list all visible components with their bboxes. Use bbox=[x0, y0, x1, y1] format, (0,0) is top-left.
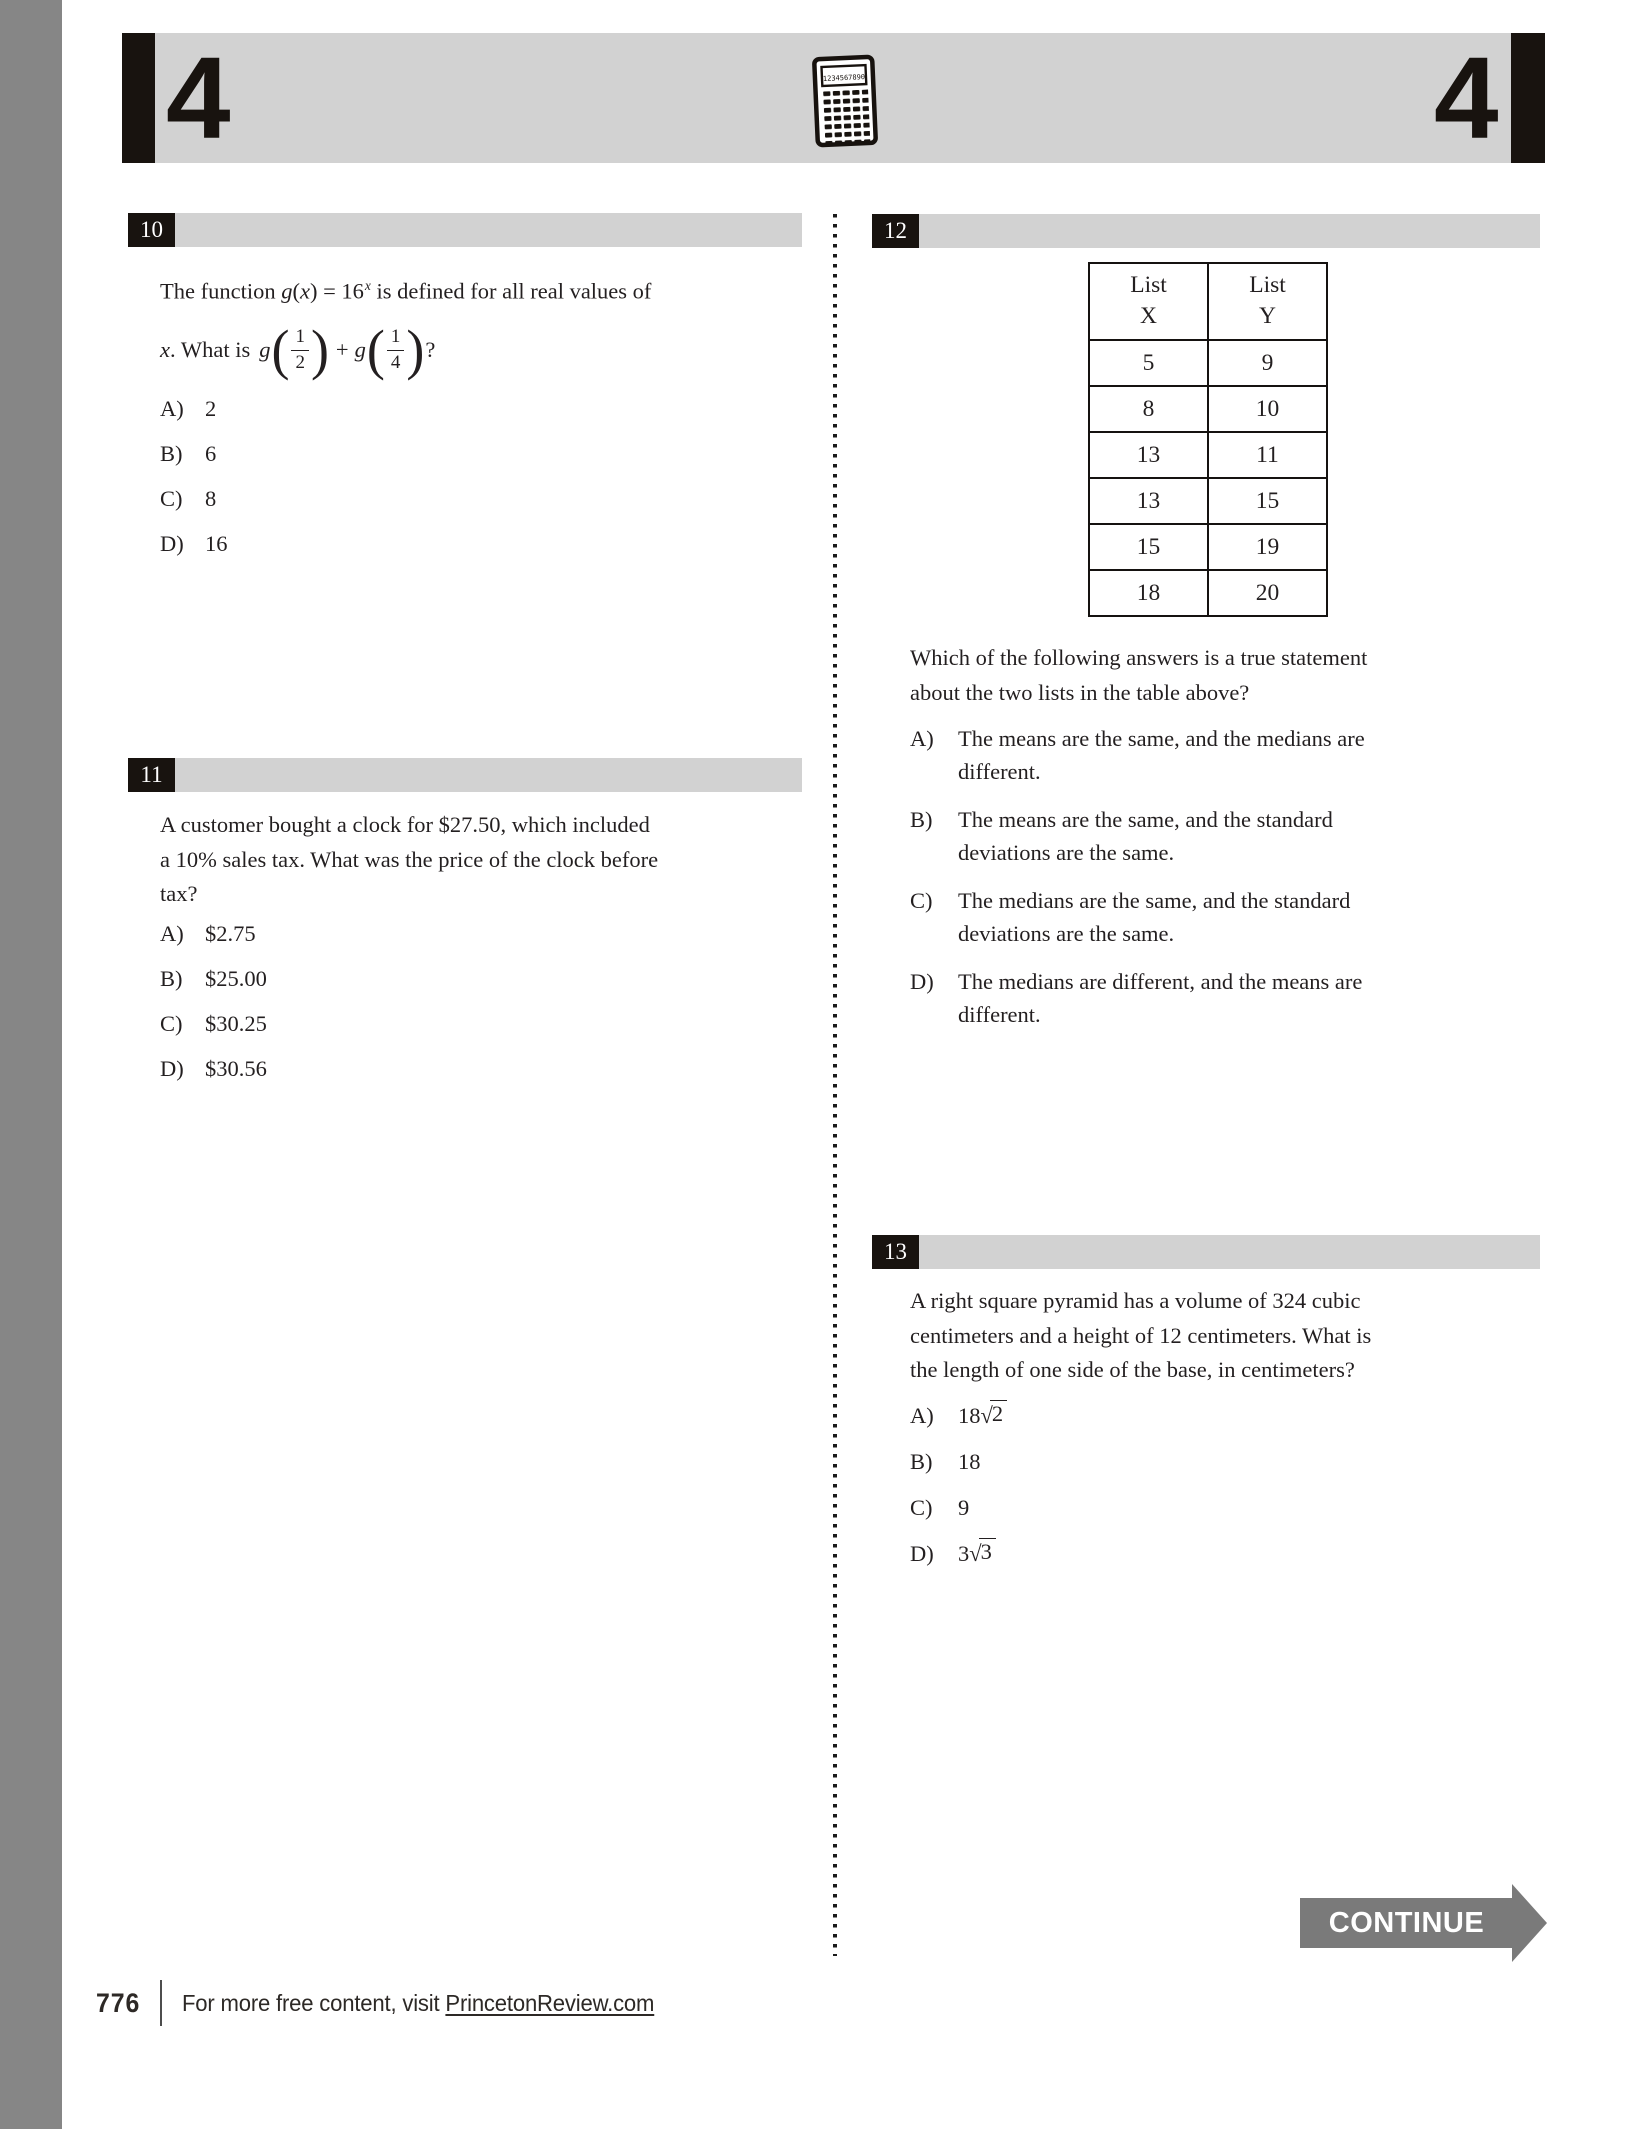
table-cell: 5 bbox=[1089, 340, 1208, 386]
question-12-header bbox=[872, 214, 1540, 248]
choice-text: $25.00 bbox=[205, 965, 267, 991]
choice-label: A) bbox=[910, 726, 934, 751]
stem-line bbox=[160, 269, 802, 309]
choice-text: 16 bbox=[205, 531, 228, 556]
list-table bbox=[1088, 262, 1328, 617]
question-10 bbox=[128, 213, 802, 575]
table-cell: 13 bbox=[1089, 432, 1208, 478]
answer-choice-c bbox=[160, 1010, 802, 1037]
plus-sign: + bbox=[335, 337, 349, 362]
question-header-bar bbox=[919, 214, 1540, 248]
question-stem bbox=[910, 1284, 1540, 1388]
stem-segment: ( bbox=[292, 278, 300, 304]
choice-text bbox=[958, 803, 1333, 869]
choice-label: B) bbox=[910, 807, 933, 832]
choice-label: A) bbox=[160, 920, 184, 946]
sqrt-sign: √ bbox=[980, 1402, 993, 1428]
question-stem bbox=[160, 269, 802, 387]
choice-text bbox=[958, 884, 1350, 950]
section-number-left: 4 bbox=[166, 33, 228, 163]
table-cell: 15 bbox=[1208, 478, 1327, 524]
fraction-numerator: 1 bbox=[387, 326, 405, 351]
stem-line: about the two lists in the table above? bbox=[910, 679, 1250, 705]
table-header-line: List bbox=[1249, 272, 1286, 298]
fraction-numerator: 1 bbox=[291, 326, 309, 351]
answer-choice-d bbox=[910, 1540, 1540, 1567]
stem-line: Which of the following answers is a true statement bbox=[910, 645, 1368, 670]
calculator-keypad bbox=[823, 89, 870, 143]
stem-line: a 10% sales tax. What was the price of the clock before bbox=[160, 846, 659, 872]
radical-coefficient: 3 bbox=[958, 1540, 970, 1566]
choice-text: 9 bbox=[958, 1494, 970, 1520]
open-paren: ( bbox=[366, 319, 385, 381]
table-row bbox=[1089, 432, 1327, 478]
answer-choice-c bbox=[160, 485, 802, 512]
choice-label: B) bbox=[160, 441, 183, 466]
stem-math-line bbox=[160, 313, 802, 387]
function-name: g bbox=[354, 337, 366, 362]
calculator-icon bbox=[811, 54, 879, 149]
choice-text: 18 bbox=[958, 1448, 981, 1474]
table-row bbox=[1089, 570, 1327, 616]
choice-label: C) bbox=[160, 1010, 183, 1036]
table-row bbox=[1089, 478, 1327, 524]
table-cell: 10 bbox=[1208, 386, 1327, 432]
table-header-line: List bbox=[1130, 272, 1167, 298]
answer-choice-b bbox=[910, 1448, 1540, 1475]
answer-choice-a bbox=[910, 722, 1540, 788]
continue-arrow-icon bbox=[1512, 1884, 1547, 1962]
stem-line: the length of one side of the base, in centimeters? bbox=[910, 1357, 1355, 1382]
stem-segment: The function bbox=[160, 278, 282, 304]
question-header-bar bbox=[175, 213, 802, 247]
header-left-black-bar bbox=[122, 33, 155, 163]
question-mark: ? bbox=[425, 337, 436, 362]
radicand: 3 bbox=[979, 1538, 996, 1565]
page-footer bbox=[96, 1975, 684, 2031]
stem-line: A customer bought a clock for $27.50, which included bbox=[160, 812, 650, 837]
choice-label: D) bbox=[160, 1055, 184, 1081]
function-name: g bbox=[281, 278, 293, 304]
choice-text: 8 bbox=[205, 486, 217, 511]
choice-text-line: The medians are different, and the means are bbox=[958, 969, 1363, 994]
stem-line: centimeters and a height of 12 centimeters. What is bbox=[910, 1322, 1372, 1348]
table-cell: 8 bbox=[1089, 386, 1208, 432]
table-header-cell bbox=[1208, 263, 1327, 340]
question-number-badge: 10 bbox=[128, 213, 175, 247]
choice-text: 6 bbox=[205, 441, 217, 466]
header-right-black-bar bbox=[1511, 33, 1545, 163]
question-11-header bbox=[128, 758, 802, 792]
choice-label: A) bbox=[160, 396, 184, 421]
question-number-badge: 12 bbox=[872, 214, 919, 248]
calculator-screen-digits: 1234567890 bbox=[822, 73, 866, 83]
choice-label: A) bbox=[910, 1402, 934, 1428]
footer-divider bbox=[160, 1980, 162, 2026]
choice-text-line: The medians are the same, and the standard bbox=[958, 888, 1351, 913]
choice-label: B) bbox=[910, 1448, 933, 1474]
answer-choice-d bbox=[910, 965, 1540, 1031]
stem-line: tax? bbox=[160, 881, 198, 906]
question-11 bbox=[128, 758, 802, 1100]
question-12 bbox=[872, 214, 1540, 1046]
choice-text: $2.75 bbox=[205, 920, 256, 946]
choice-text-line: deviations are the same. bbox=[958, 921, 1175, 946]
choice-text bbox=[958, 1540, 996, 1567]
open-paren: ( bbox=[271, 319, 290, 381]
table-row bbox=[1089, 386, 1327, 432]
close-paren: ) bbox=[310, 319, 329, 381]
choice-text bbox=[958, 722, 1365, 788]
choice-label: D) bbox=[910, 969, 934, 994]
section-number-right: 4 bbox=[1434, 33, 1496, 163]
answer-choices bbox=[910, 1402, 1540, 1567]
choice-text-line: The means are the same, and the standard bbox=[958, 807, 1333, 832]
answer-choice-c bbox=[910, 1494, 1540, 1521]
radical-coefficient: 18 bbox=[958, 1402, 981, 1428]
choice-text bbox=[958, 965, 1362, 1031]
choice-text bbox=[958, 1402, 1007, 1429]
question-13-header bbox=[872, 1235, 1540, 1269]
fraction bbox=[291, 326, 309, 375]
table-cell: 19 bbox=[1208, 524, 1327, 570]
fraction bbox=[387, 326, 405, 375]
stem-segment: ) = 16 bbox=[309, 278, 364, 304]
answer-choice-c bbox=[910, 884, 1540, 950]
choice-text: $30.56 bbox=[205, 1055, 267, 1081]
table-cell: 20 bbox=[1208, 570, 1327, 616]
choice-label: C) bbox=[160, 486, 183, 511]
function-name: g bbox=[259, 337, 271, 362]
choice-text-line: different. bbox=[958, 759, 1041, 784]
close-paren: ) bbox=[406, 319, 425, 381]
answer-choice-b bbox=[910, 803, 1540, 869]
answer-choice-a bbox=[160, 395, 802, 422]
answer-choices bbox=[160, 920, 802, 1082]
choice-text-line: The means are the same, and the medians are bbox=[958, 726, 1365, 751]
answer-choice-b bbox=[160, 965, 802, 992]
variable-x: x bbox=[299, 278, 310, 304]
column-divider-dotted-line bbox=[833, 214, 837, 1956]
variable-x: x bbox=[160, 337, 170, 362]
question-number-badge: 11 bbox=[128, 758, 175, 792]
table-cell: 18 bbox=[1089, 570, 1208, 616]
stem-line: A right square pyramid has a volume of 324 cubic bbox=[910, 1288, 1361, 1313]
table-header-cell bbox=[1089, 263, 1208, 340]
table-cell: 15 bbox=[1089, 524, 1208, 570]
answer-choice-a bbox=[160, 920, 802, 947]
table-cell: 13 bbox=[1089, 478, 1208, 524]
answer-choice-b bbox=[160, 440, 802, 467]
page-number: 776 bbox=[96, 1987, 141, 2018]
choice-label: D) bbox=[910, 1540, 934, 1566]
choice-text: 2 bbox=[205, 396, 217, 421]
choice-text: $30.25 bbox=[205, 1010, 267, 1036]
question-stem bbox=[910, 641, 1540, 710]
choice-text-line: deviations are the same. bbox=[958, 840, 1175, 865]
choice-label: B) bbox=[160, 965, 183, 991]
radicand: 2 bbox=[990, 1400, 1007, 1427]
exponent-x: x bbox=[364, 278, 371, 293]
answer-choice-d bbox=[160, 1055, 802, 1082]
question-header-bar bbox=[175, 758, 802, 792]
table-row bbox=[1089, 524, 1327, 570]
choice-label: D) bbox=[160, 531, 184, 556]
table-cell: 11 bbox=[1208, 432, 1327, 478]
footer-text-prefix: For more free content, visit bbox=[182, 1989, 446, 2016]
choice-text-line: different. bbox=[958, 1002, 1041, 1027]
answer-choices bbox=[160, 395, 802, 557]
answer-choice-a bbox=[910, 1402, 1540, 1429]
question-13 bbox=[872, 1235, 1540, 1586]
stem-segment: . What is bbox=[170, 337, 251, 362]
footer-text bbox=[182, 1990, 654, 2017]
table-row bbox=[1089, 340, 1327, 386]
continue-label: CONTINUE bbox=[1328, 1906, 1485, 1939]
fraction-denominator: 2 bbox=[295, 351, 305, 373]
stem-segment: is defined for all real values of bbox=[370, 278, 652, 304]
question-10-header bbox=[128, 213, 802, 247]
question-number-badge: 13 bbox=[872, 1235, 919, 1269]
choice-label: C) bbox=[910, 888, 933, 913]
table-header-line: X bbox=[1140, 303, 1157, 329]
answer-choices bbox=[910, 722, 1540, 1031]
question-stem bbox=[160, 808, 802, 912]
fraction-denominator: 4 bbox=[390, 351, 401, 373]
left-margin-strip bbox=[0, 0, 62, 2129]
sqrt-sign: √ bbox=[969, 1540, 982, 1566]
table-cell: 9 bbox=[1208, 340, 1327, 386]
question-header-bar bbox=[919, 1235, 1540, 1269]
table-header-line: Y bbox=[1259, 303, 1276, 329]
answer-choice-d bbox=[160, 530, 802, 557]
choice-label: C) bbox=[910, 1494, 933, 1520]
footer-link[interactable]: PrincetonReview.com bbox=[445, 1989, 655, 2016]
continue-button[interactable] bbox=[1300, 1898, 1513, 1948]
